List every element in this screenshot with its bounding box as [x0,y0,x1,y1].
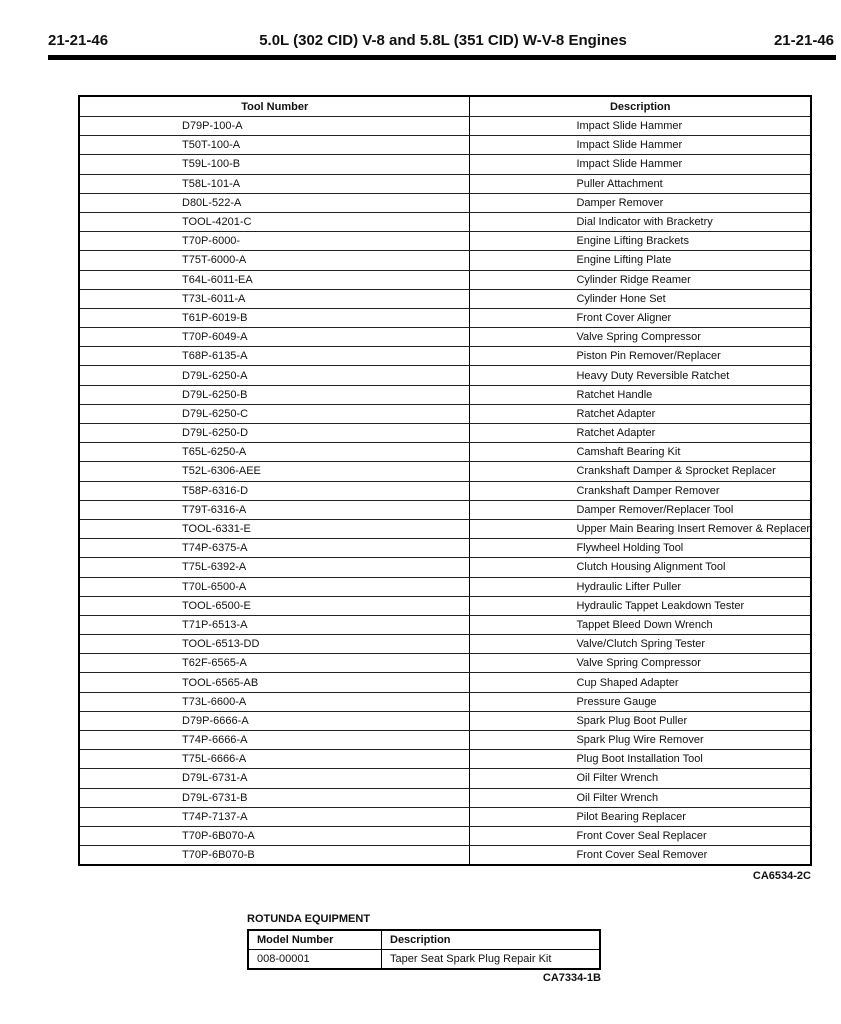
table-row [79,347,811,366]
description-cell: Piston Pin Remover/Replacer [470,347,811,366]
tool-number-cell: T64L-6011-EA [79,270,470,289]
description-cell: Ratchet Adapter [470,424,811,443]
tool-number-cell: D79L-6250-D [79,424,470,443]
table-row [79,424,811,443]
table-row [79,692,811,711]
description-cell: Pressure Gauge [470,692,811,711]
table-row [79,750,811,769]
table-row [79,846,811,866]
description-cell: Flywheel Holding Tool [470,539,811,558]
description-cell: Engine Lifting Brackets [470,232,811,251]
table-row [79,289,811,308]
tool-number-cell: T65L-6250-A [79,443,470,462]
description-cell: Cylinder Ridge Reamer [470,270,811,289]
table-row [79,232,811,251]
tool-number-cell: T73L-6600-A [79,692,470,711]
table-row [79,366,811,385]
description-cell: Ratchet Adapter [470,404,811,423]
description-cell: Hydraulic Tappet Leakdown Tester [470,596,811,615]
description-cell: Cylinder Hone Set [470,289,811,308]
tool-number-cell: D79L-6250-A [79,366,470,385]
page-title: 5.0L (302 CID) V-8 and 5.8L (351 CID) W-V-8 Engines [259,32,627,49]
table-row [79,308,811,327]
description-cell: Impact Slide Hammer [470,117,811,136]
description-cell: Valve Spring Compressor [470,654,811,673]
description-cell: Front Cover Aligner [470,308,811,327]
table-row [79,443,811,462]
tool-number-cell: T74P-6375-A [79,539,470,558]
description-cell: Spark Plug Wire Remover [470,731,811,750]
table-row [79,577,811,596]
tool-number-cell: T52L-6306-AEE [79,462,470,481]
tool-number-cell: T68P-6135-A [79,347,470,366]
description-cell: Camshaft Bearing Kit [470,443,811,462]
table-row [79,500,811,519]
description-cell: Dial Indicator with Bracketry [470,212,811,231]
table-row [79,826,811,845]
tool-number-cell: T75T-6000-A [79,251,470,270]
description-cell: Crankshaft Damper & Sprocket Replacer [470,462,811,481]
table-row [79,539,811,558]
description-cell: Crankshaft Damper Remover [470,481,811,500]
page-number-right: 21-21-46 [773,32,834,49]
figure-code: CA6534-2C [752,870,811,882]
header-rule [48,55,836,60]
tool-number-cell: T79T-6316-A [79,500,470,519]
table-row [79,711,811,730]
description-cell: Upper Main Bearing Insert Remover & Replacer [470,519,811,538]
description-cell: Heavy Duty Reversible Ratchet [470,366,811,385]
figure-code: CA7334-1B [542,972,601,984]
special-tools-table [78,95,812,866]
table-row [79,404,811,423]
column-header-model-number: Model Number [248,930,382,950]
tool-number-cell: T58L-101-A [79,174,470,193]
tool-number-cell: T58P-6316-D [79,481,470,500]
column-header-description: Description [382,930,601,950]
tool-number-cell: TOOL-6500-E [79,596,470,615]
table-row [79,731,811,750]
table-row [79,673,811,692]
description-cell: Spark Plug Boot Puller [470,711,811,730]
description-cell: Damper Remover/Replacer Tool [470,500,811,519]
description-cell: Impact Slide Hammer [470,136,811,155]
rotunda-table-body [248,950,600,970]
table-row [79,155,811,174]
page-header [48,30,838,56]
description-cell: Plug Boot Installation Tool [470,750,811,769]
description-cell: Damper Remover [470,193,811,212]
description-cell: Front Cover Seal Remover [470,846,811,866]
tool-number-cell: TOOL-6331-E [79,519,470,538]
table-row [79,117,811,136]
tool-number-cell: T70P-6000- [79,232,470,251]
tool-number-cell: T70P-6B070-B [79,846,470,866]
tool-number-cell: T61P-6019-B [79,308,470,327]
description-cell: Taper Seat Spark Plug Repair Kit [382,950,601,970]
rotunda-equipment-table [247,929,601,970]
tool-number-cell: T75L-6666-A [79,750,470,769]
description-cell: Cup Shaped Adapter [470,673,811,692]
tool-number-cell: T74P-7137-A [79,807,470,826]
description-cell: Impact Slide Hammer [470,155,811,174]
table-row [79,462,811,481]
tool-number-cell: TOOL-6513-DD [79,635,470,654]
tools-table-body [79,117,811,866]
table-row [79,136,811,155]
tool-number-cell: D79P-100-A [79,117,470,136]
description-cell: Clutch Housing Alignment Tool [470,558,811,577]
table-row [79,788,811,807]
tool-number-cell: T50T-100-A [79,136,470,155]
table-row [79,251,811,270]
description-cell: Oil Filter Wrench [470,769,811,788]
tool-number-cell: T75L-6392-A [79,558,470,577]
tool-number-cell: 008-00001 [248,950,382,970]
description-cell: Pilot Bearing Replacer [470,807,811,826]
table-row [248,950,600,970]
table-row [79,596,811,615]
description-cell: Hydraulic Lifter Puller [470,577,811,596]
table-row [79,328,811,347]
column-header-tool-number: Tool Number [79,96,470,117]
tool-number-cell: D79L-6731-A [79,769,470,788]
description-cell: Front Cover Seal Replacer [470,826,811,845]
table-row [79,270,811,289]
tool-number-cell: TOOL-6565-AB [79,673,470,692]
table-row [79,558,811,577]
page-number-left: 21-21-46 [48,32,109,49]
tool-number-cell: D79L-6731-B [79,788,470,807]
rotunda-equipment-label: ROTUNDA EQUIPMENT [247,913,371,925]
tool-number-cell: D79L-6250-C [79,404,470,423]
description-cell: Oil Filter Wrench [470,788,811,807]
table-row [79,615,811,634]
tool-number-cell: TOOL-4201-C [79,212,470,231]
table-row [79,212,811,231]
tool-number-cell: D79P-6666-A [79,711,470,730]
tool-number-cell: T70P-6049-A [79,328,470,347]
table-row [79,654,811,673]
tool-number-cell: D80L-522-A [79,193,470,212]
description-cell: Valve/Clutch Spring Tester [470,635,811,654]
table-header-row [79,96,811,117]
tool-number-cell: T70P-6B070-A [79,826,470,845]
description-cell: Ratchet Handle [470,385,811,404]
column-header-description: Description [470,96,811,117]
table-row [79,519,811,538]
description-cell: Tappet Bleed Down Wrench [470,615,811,634]
table-row [79,769,811,788]
tool-number-cell: T70L-6500-A [79,577,470,596]
table-row [79,481,811,500]
table-row [79,193,811,212]
description-cell: Engine Lifting Plate [470,251,811,270]
tool-number-cell: T62F-6565-A [79,654,470,673]
table-row [79,807,811,826]
table-row [79,385,811,404]
tool-number-cell: T73L-6011-A [79,289,470,308]
tool-number-cell: D79L-6250-B [79,385,470,404]
description-cell: Puller Attachment [470,174,811,193]
table-row [79,635,811,654]
description-cell: Valve Spring Compressor [470,328,811,347]
table-header-row [248,930,600,950]
tool-number-cell: T59L-100-B [79,155,470,174]
table-row [79,174,811,193]
tool-number-cell: T74P-6666-A [79,731,470,750]
tool-number-cell: T71P-6513-A [79,615,470,634]
